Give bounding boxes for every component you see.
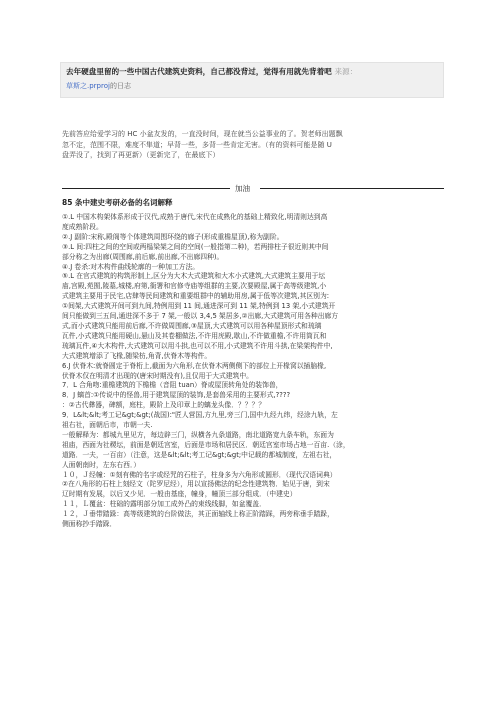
body-line: 9．L&lt;&lt;考工记&gt;&gt;(战国):"匠人营国,方九里,旁三门,国中九经九纬，经涂九轨，左 [62,411,338,420]
body-line: 庙,宫殿,苑囿,陵墓,城楼,府第,衙署和官修寺庙等组群的主要,次要殿屋,属于高等级建筑,小 [62,282,327,291]
body-line: ⑤.L 在官式建筑的构筑形制上,区分为大木大式建筑和大木小式建筑,大式建筑主要用于坛 [62,272,326,281]
section-title: 85 条中建史考研必备的名词解释 [62,198,173,207]
body-line: ②.J 副阶:宋称,殿阁等个体建筑周围环绕的廊子(形成重檐屋顶),称为副阶。 [62,232,284,241]
author-suffix: 的日志 [109,82,131,90]
body-line: 7．L 合角吻:重檐建筑的下檐檐（音阻 tuan）脊或屋顶转角处的装饰兽， [62,381,283,390]
intro-paragraph [62,129,447,161]
post-title[interactable] [66,67,444,77]
body-line: 祖右社，面朝后市，市朝一夫. [62,421,153,430]
source-label: 来源： [334,67,358,76]
body-line: ②在八角形的石柱上刻经文（陀罗尼经），用以宣扬佛法的纪念性建筑物．始见于唐，到宋 [62,480,330,489]
body-line: 式建筑主要用于民宅,店肆等民间建筑和重要组群中的辅助用房,属于低等次建筑,其区别为: [62,292,330,301]
body-line: ：②古代彝器，碑额，庭柱，殿阶上及印章上的螭龙头像．？？？？ [62,401,266,410]
body-line: 大式建筑增添了飞椽,随梁枋,角背,伏脊木等构件。 [62,351,212,360]
divider-rule-left [62,188,230,189]
body-line: 道路．一夫，一百亩）（注意，这是&lt;&lt;考工记&gt;&gt;中记载的都城制度，左祖右社， [62,450,337,459]
body-line: 度成熟阶段。 [62,222,103,231]
section-divider [62,183,444,193]
body-line: 一般解释为：都城九里见方，每边辟三门，纵横各九条道路，南北道路宽九条车轨，东面为 [62,430,334,439]
body-line: 伏脊木仅在明清才出现的(唐宋时期没有),且仅用于大式建筑中。 [62,371,253,380]
body-line: 琉璃瓦件,④大木构件,大式建筑可以用斗拱,也可以不用,小式建筑不许用斗拱,在梁架构件中, [62,341,333,350]
body-line: 辽时期有发展，以后又少见．一般由基座，幢身，幢顶三部分组成．（中建史） [62,490,297,499]
body-line: ④.J 卷杀:对木构件曲线轮廓的一种加工方法。 [62,262,200,271]
intro-line: 忽不定，范围不限，难度不隼道；早背一些，多背一些肯定无害。（有的资料可能是随 U [62,140,332,149]
body-line: 瓦件,小式建筑只能用硬山,悬山及其卷棚做法,不许用庑殿,歇山,不许做重檐,不许用筒瓦和 [62,331,327,340]
body-line: 人面朝南时，左东右西．） [62,460,141,469]
post-author [66,81,131,91]
divider-label: 加油 [235,184,250,193]
glossary-body [62,213,450,530]
body-line: ①.L 中国木构架体系形成于汉代,成熟于唐代,宋代在成熟化的基础上精致化,明清则达到高 [62,213,328,221]
body-line: 6.J 伏脊木:就脊圆定于脊桁上,截面为六角形,在伏脊木两侧侧下的部位上开椽窝以插脑椽, [62,361,327,370]
post-title-text[interactable]: 去年硬盘里留的一些中国古代建筑史资料，自己都没背过，觉得有用就先背着吧 [66,67,332,76]
body-line: 祖庙，西面为社稷坛，前面是朝廷宫室，后面是市场和居民区．朝廷宫室市场占地一百亩.（涂， [62,440,350,449]
body-line: 式,而小式建筑只能用前后廊,不许做周围廊,③屋顶,大式建筑可以用各种屋顶形式和琉璃 [62,321,322,330]
body-line: 8．J 螭首:①传说中的怪兽,用于建筑屋顶的装饰,是套兽采用的主要形式,???? [62,391,291,400]
body-line: １０，Ｊ经幢：①刻有佛的名字或经咒的石柱子，柱身多为六角形或圆形．（现代汉语词典） [62,470,337,479]
body-line: １１，Ｌ覆盆：柱础的露明部分加工成外凸的束线线脚，如盆覆盖． [62,500,266,509]
body-line: 部分称之为出廊(周围廊,前后廊,前出廊,不出廊四种)。 [62,252,224,261]
body-line: １２，Ｊ垂带踏跺：高等级建筑的台阶做法，其正面轴线上称正阶踏踩，两旁称垂手踏跺， [62,510,334,519]
divider-rule-right [260,188,444,189]
intro-line: 先前答应给爱学习的 HC 小盆友发的，一直没时间，现在就当公益事业的了。贺老师出题飘 [62,130,343,138]
body-line: 间只能做到三五间,通进深不多于 7 架,一般以 3,4,5 架居多,②出廊,大式建筑可用各种出廊方 [62,312,339,321]
author-link[interactable]: 草斯之.prproj [66,82,110,90]
body-line: 侧面称抄手踏跺． [62,520,117,529]
intro-line: 盘弄没了，找到了再更新）（更新完了，在最底下） [62,151,220,160]
body-line: ①间架,大式建筑开间可到九间,特例用到 11 间,通进深可到 11 架,特例到 13 架,小式建筑开 [62,302,336,311]
body-line: ③.L 间:四柱之间的空间或两榀梁架之间的空间(一般指第二种)，若两排柱子很近则其中间 [62,242,329,251]
